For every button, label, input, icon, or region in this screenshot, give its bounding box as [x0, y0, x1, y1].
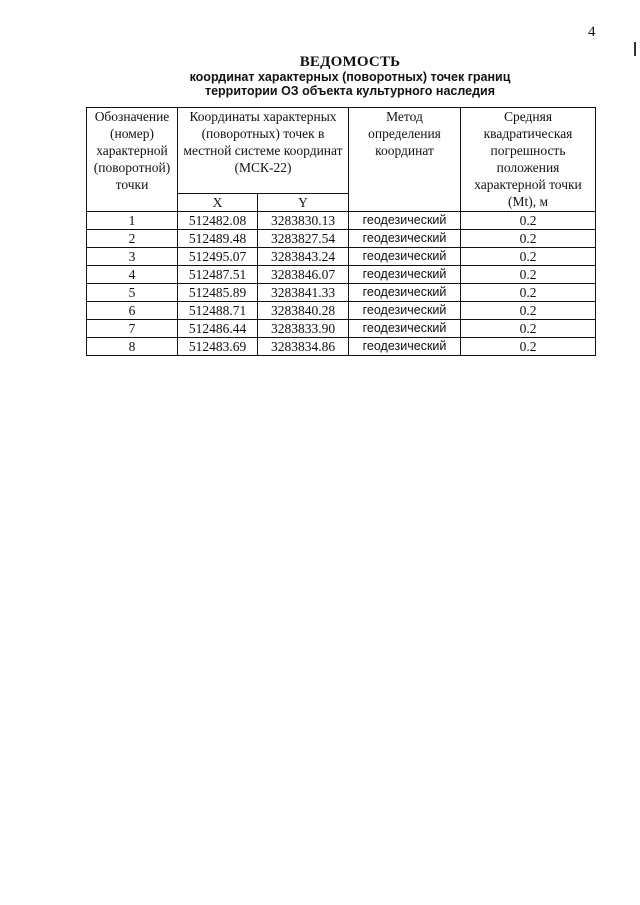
cell-x-coordinate: 512489.48	[178, 230, 258, 248]
cell-mt: 0.2	[461, 266, 596, 284]
cell-x-coordinate: 512483.69	[178, 338, 258, 356]
table-row	[87, 320, 596, 338]
cell-point-number: 3	[87, 248, 178, 266]
cell-mt: 0.2	[461, 338, 596, 356]
cell-method: геодезический	[349, 320, 461, 338]
cell-y-coordinate: 3283833.90	[258, 320, 349, 338]
header-coordinates: Координаты характерных (поворотных) точек в местной системе координат (МСК-22)	[178, 108, 349, 194]
cell-method: геодезический	[349, 248, 461, 266]
table-row	[87, 248, 596, 266]
header-point-designation: Обозначение (номер) характерной (поворотной) точки	[87, 108, 178, 212]
table-row	[87, 230, 596, 248]
cell-x-coordinate: 512486.44	[178, 320, 258, 338]
header-method: Метод определения координат	[349, 108, 461, 212]
header-y: Y	[258, 194, 349, 212]
document-subtitle-line2: территории ОЗ объекта культурного наследия	[204, 84, 496, 98]
cell-method: геодезический	[349, 302, 461, 320]
cell-mt: 0.2	[461, 284, 596, 302]
cell-method: геодезический	[349, 230, 461, 248]
cell-mt: 0.2	[461, 302, 596, 320]
cell-method: геодезический	[349, 338, 461, 356]
cell-mt: 0.2	[461, 320, 596, 338]
cell-y-coordinate: 3283830.13	[258, 212, 349, 230]
cell-x-coordinate: 512487.51	[178, 266, 258, 284]
cell-point-number: 6	[87, 302, 178, 320]
cell-x-coordinate: 512488.71	[178, 302, 258, 320]
cell-y-coordinate: 3283841.33	[258, 284, 349, 302]
scan-edge-mark	[634, 42, 636, 56]
cell-method: геодезический	[349, 266, 461, 284]
cell-mt: 0.2	[461, 248, 596, 266]
document-title: ВЕДОМОСТЬ	[299, 54, 401, 70]
header-accuracy: Средняя квадратическая погрешность положения характерной точки (Mt), м	[461, 108, 596, 212]
cell-point-number: 8	[87, 338, 178, 356]
cell-method: геодезический	[349, 284, 461, 302]
cell-y-coordinate: 3283846.07	[258, 266, 349, 284]
cell-point-number: 5	[87, 284, 178, 302]
coordinates-table	[86, 107, 596, 356]
cell-point-number: 7	[87, 320, 178, 338]
cell-x-coordinate: 512482.08	[178, 212, 258, 230]
title-block	[140, 54, 560, 98]
cell-y-coordinate: 3283827.54	[258, 230, 349, 248]
table-row	[87, 284, 596, 302]
cell-point-number: 4	[87, 266, 178, 284]
cell-point-number: 1	[87, 212, 178, 230]
table-row	[87, 302, 596, 320]
cell-y-coordinate: 3283843.24	[258, 248, 349, 266]
table-body	[87, 212, 596, 356]
cell-mt: 0.2	[461, 212, 596, 230]
header-x: X	[178, 194, 258, 212]
document-subtitle-line1: координат характерных (поворотных) точек границ	[189, 70, 511, 84]
page-number: 4	[588, 24, 596, 40]
table-row	[87, 338, 596, 356]
cell-method: геодезический	[349, 212, 461, 230]
cell-point-number: 2	[87, 230, 178, 248]
cell-x-coordinate: 512485.89	[178, 284, 258, 302]
cell-y-coordinate: 3283834.86	[258, 338, 349, 356]
table-row	[87, 266, 596, 284]
cell-mt: 0.2	[461, 230, 596, 248]
cell-x-coordinate: 512495.07	[178, 248, 258, 266]
cell-y-coordinate: 3283840.28	[258, 302, 349, 320]
table-row	[87, 212, 596, 230]
